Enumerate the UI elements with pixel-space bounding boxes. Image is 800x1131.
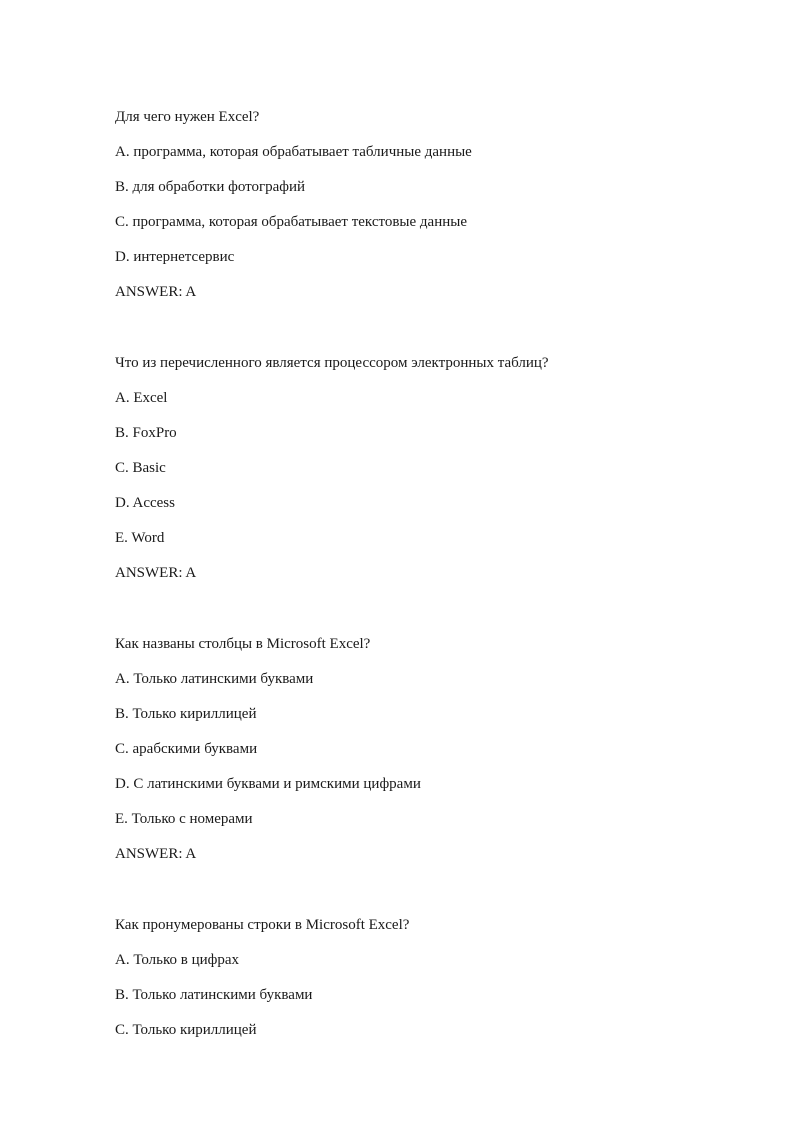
option-e: E. Только с номерами (115, 811, 253, 827)
option-c: C. Только кириллицей (115, 1022, 257, 1038)
question-text: Как пронумерованы строки в Microsoft Excel? (115, 917, 410, 933)
option-d: D. интернетсервис (115, 249, 235, 265)
option-b: B. Только кириллицей (115, 706, 257, 722)
option-c: C. Basic (115, 460, 166, 476)
document-content (115, 108, 735, 1092)
question-block-4 (115, 916, 735, 1039)
option-d: D. Access (115, 495, 175, 511)
answer-line: ANSWER: A (115, 846, 197, 862)
option-a: A. Только в цифрах (115, 952, 240, 968)
option-a: A. Excel (115, 390, 168, 406)
answer-line: ANSWER: A (115, 284, 197, 300)
answer-line: ANSWER: A (115, 565, 197, 581)
question-block-3 (115, 635, 735, 863)
question-text: Как названы столбцы в Microsoft Excel? (115, 636, 371, 652)
question-text: Для чего нужен Excel? (115, 109, 260, 125)
option-c: C. арабскими буквами (115, 741, 258, 757)
option-b: B. для обработки фотографий (115, 179, 306, 195)
question-block-1 (115, 108, 735, 301)
option-c: C. программа, которая обрабатывает текстовые данные (115, 214, 467, 230)
option-a: A. программа, которая обрабатывает табличные данные (115, 144, 472, 160)
option-d: D. С латинскими буквами и римскими цифрами (115, 776, 421, 792)
option-e: E. Word (115, 530, 165, 546)
option-b: B. Только латинскими буквами (115, 987, 313, 1003)
option-a: A. Только латинскими буквами (115, 671, 314, 687)
question-block-2 (115, 354, 735, 582)
option-b: B. FoxPro (115, 425, 177, 441)
question-text: Что из перечисленного является процессором электронных таблиц? (115, 355, 549, 371)
